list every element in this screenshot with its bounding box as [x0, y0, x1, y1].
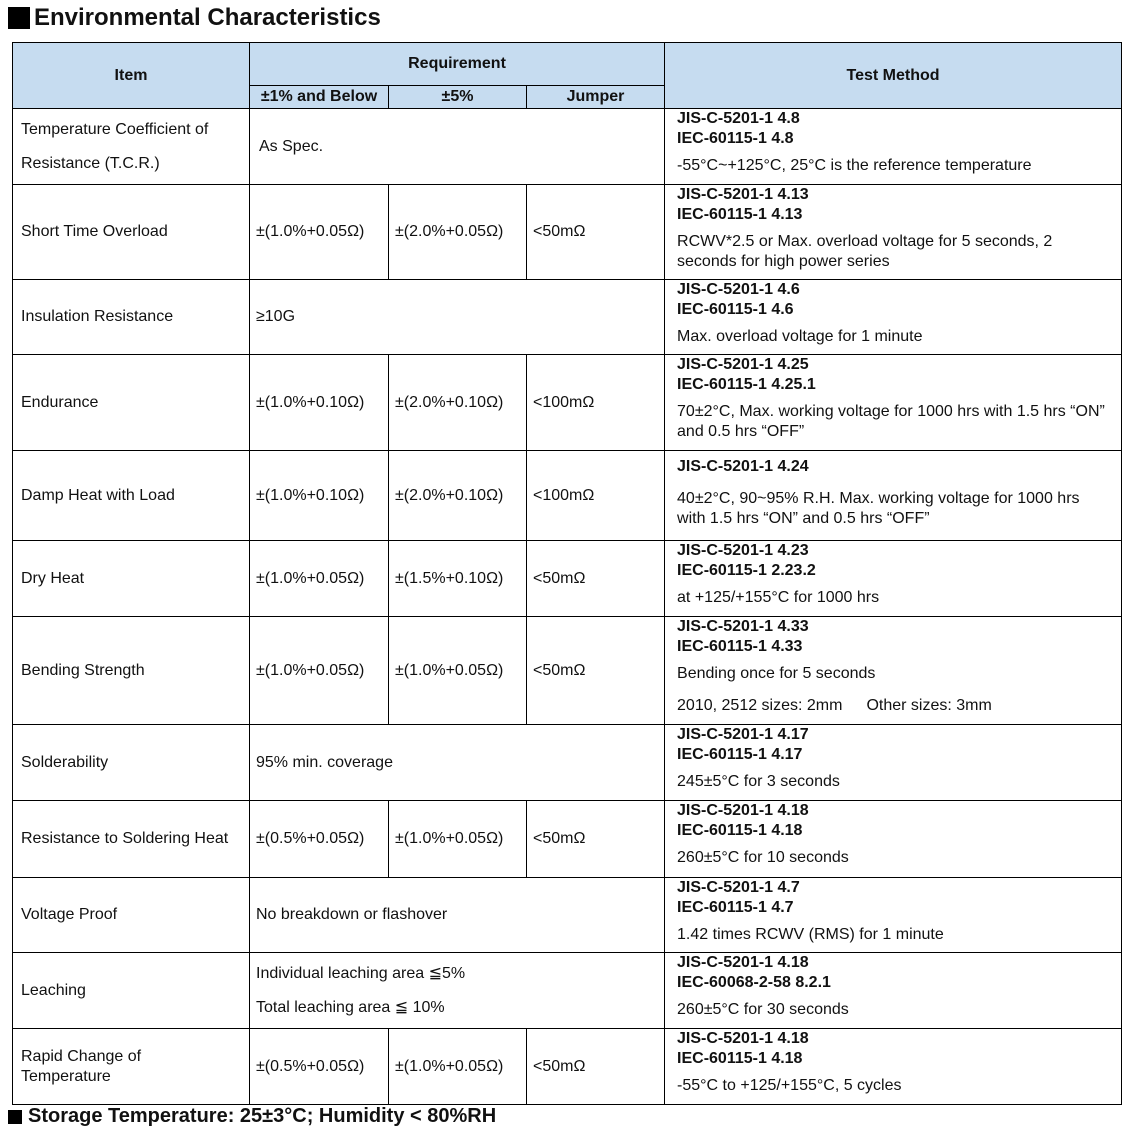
environmental-characteristics-table [12, 42, 1122, 1105]
standard-ref: IEC-60115-1 4.17 [677, 746, 803, 763]
req-1pct-cell: ±(1.0%+0.10Ω) [250, 451, 389, 541]
square-bullet-icon [8, 7, 30, 29]
test-description: RCWV*2.5 or Max. overload voltage for 5 seconds, 2 seconds for high power series [677, 233, 1053, 270]
test-description: -55°C to +125/+155°C, 5 cycles [677, 1077, 902, 1094]
requirement-cell: As Spec. [250, 109, 665, 185]
test-description: 245±5°C for 3 seconds [677, 773, 840, 790]
table-row [13, 185, 1122, 280]
standard-ref: JIS-C-5201-1 4.18 [677, 1030, 809, 1047]
item-cell [13, 1029, 250, 1105]
item-line: Temperature Coefficient of [21, 120, 209, 138]
standard-ref: IEC-60068-2-58 8.2.1 [677, 974, 831, 991]
req-5pct-cell: ±(1.0%+0.05Ω) [389, 801, 527, 878]
item-cell: Solderability [13, 725, 250, 801]
test-description: -55°C~+125°C, 25°C is the reference temperature [677, 157, 1032, 174]
table-row [13, 541, 1122, 617]
item-cell: Insulation Resistance [13, 280, 250, 355]
standard-ref: JIS-C-5201-1 4.33 [677, 618, 809, 635]
requirement-cell: 95% min. coverage [250, 725, 665, 801]
req-jumper-cell: <50mΩ [527, 617, 665, 725]
test-description: 260±5°C for 30 seconds [677, 1001, 849, 1018]
standard-ref: IEC-60115-1 4.6 [677, 301, 794, 318]
test-method-cell [665, 185, 1122, 280]
header-requirement: Requirement [250, 43, 665, 86]
test-method-cell [665, 1029, 1122, 1105]
requirement-line: Individual leaching area ≦5% [256, 964, 466, 982]
table-row [13, 725, 1122, 801]
req-5pct-cell: ±(1.0%+0.05Ω) [389, 617, 527, 725]
standard-ref: IEC-60115-1 2.23.2 [677, 562, 816, 579]
table-row [13, 355, 1122, 451]
test-description: 70±2°C, Max. working voltage for 1000 hrs with 1.5 hrs “ON” and 0.5 hrs “OFF” [677, 403, 1105, 440]
test-description: Max. overload voltage for 1 minute [677, 328, 923, 345]
square-bullet-icon [8, 1110, 22, 1124]
test-method-cell [665, 801, 1122, 878]
test-method-cell [665, 541, 1122, 617]
item-line: Temperature [21, 1067, 111, 1085]
table-row [13, 1029, 1122, 1105]
test-method-cell [665, 280, 1122, 355]
header-test-method: Test Method [665, 43, 1122, 109]
table-row [13, 617, 1122, 725]
req-1pct-cell: ±(1.0%+0.05Ω) [250, 541, 389, 617]
storage-note [8, 1105, 496, 1128]
req-1pct-cell: ±(0.5%+0.05Ω) [250, 1029, 389, 1105]
req-jumper-cell: <50mΩ [527, 1029, 665, 1105]
item-cell: Damp Heat with Load [13, 451, 250, 541]
requirement-cell [250, 953, 665, 1029]
req-5pct-cell: ±(1.5%+0.10Ω) [389, 541, 527, 617]
item-line: Rapid Change of [21, 1047, 142, 1065]
standard-ref: JIS-C-5201-1 4.23 [677, 542, 809, 559]
req-jumper-cell: <100mΩ [527, 451, 665, 541]
standard-ref: IEC-60115-1 4.18 [677, 822, 803, 839]
standard-ref: JIS-C-5201-1 4.24 [677, 458, 809, 475]
req-1pct-cell: ±(1.0%+0.05Ω) [250, 617, 389, 725]
header-item: Item [13, 43, 250, 109]
item-line: Resistance (T.C.R.) [21, 154, 160, 172]
test-description: 260±5°C for 10 seconds [677, 849, 849, 866]
req-1pct-cell: ±(1.0%+0.10Ω) [250, 355, 389, 451]
req-1pct-cell: ±(0.5%+0.05Ω) [250, 801, 389, 878]
test-description: 1.42 times RCWV (RMS) for 1 minute [677, 926, 944, 943]
standard-ref: IEC-60115-1 4.33 [677, 638, 803, 655]
item-cell [13, 109, 250, 185]
subheader-jumper: Jumper [527, 86, 665, 109]
requirement-cell: No breakdown or flashover [250, 878, 665, 953]
test-method-cell [665, 355, 1122, 451]
item-cell: Resistance to Soldering Heat [13, 801, 250, 878]
req-jumper-cell: <100mΩ [527, 355, 665, 451]
standard-ref: JIS-C-5201-1 4.7 [677, 879, 800, 896]
test-method-cell [665, 725, 1122, 801]
req-5pct-cell: ±(2.0%+0.10Ω) [389, 451, 527, 541]
size-note: Other sizes: 3mm [866, 697, 992, 714]
standard-ref: IEC-60115-1 4.25.1 [677, 376, 816, 393]
req-jumper-cell: <50mΩ [527, 541, 665, 617]
req-jumper-cell: <50mΩ [527, 185, 665, 280]
standard-ref: JIS-C-5201-1 4.17 [677, 726, 809, 743]
standard-ref: JIS-C-5201-1 4.13 [677, 186, 809, 203]
title-text: Environmental Characteristics [34, 4, 381, 31]
test-method-cell [665, 109, 1122, 185]
req-5pct-cell: ±(2.0%+0.10Ω) [389, 355, 527, 451]
standard-ref: IEC-60115-1 4.18 [677, 1050, 803, 1067]
item-cell: Leaching [13, 953, 250, 1029]
bending-sizes [677, 696, 1109, 716]
table-row [13, 878, 1122, 953]
item-cell: Dry Heat [13, 541, 250, 617]
req-jumper-cell: <50mΩ [527, 801, 665, 878]
size-note: 2010, 2512 sizes: 2mm [677, 697, 843, 714]
req-5pct-cell: ±(2.0%+0.05Ω) [389, 185, 527, 280]
test-description: Bending once for 5 seconds [677, 665, 876, 682]
standard-ref: IEC-60115-1 4.8 [677, 130, 794, 147]
table-row [13, 451, 1122, 541]
standard-ref: JIS-C-5201-1 4.18 [677, 802, 809, 819]
storage-note-text: Storage Temperature: 25±3°C; Humidity < 80%RH [28, 1105, 497, 1127]
item-cell: Voltage Proof [13, 878, 250, 953]
table-row [13, 280, 1122, 355]
header-row [13, 43, 1122, 86]
subheader-1pct: ±1% and Below [250, 86, 389, 109]
item-cell: Short Time Overload [13, 185, 250, 280]
requirement-cell: ≥10G [250, 280, 665, 355]
standard-ref: JIS-C-5201-1 4.25 [677, 356, 809, 373]
test-method-cell [665, 878, 1122, 953]
test-description: at +125/+155°C for 1000 hrs [677, 589, 880, 606]
standard-ref: IEC-60115-1 4.7 [677, 899, 794, 916]
standard-ref: JIS-C-5201-1 4.8 [677, 110, 800, 127]
table-row [13, 109, 1122, 185]
test-method-cell [665, 451, 1122, 541]
req-5pct-cell: ±(1.0%+0.05Ω) [389, 1029, 527, 1105]
item-cell: Bending Strength [13, 617, 250, 725]
page-title [8, 2, 381, 34]
item-cell: Endurance [13, 355, 250, 451]
requirement-line: Total leaching area ≦ 10% [256, 998, 445, 1016]
standard-ref: JIS-C-5201-1 4.6 [677, 281, 800, 298]
standard-ref: JIS-C-5201-1 4.18 [677, 954, 809, 971]
req-1pct-cell: ±(1.0%+0.05Ω) [250, 185, 389, 280]
standard-ref: IEC-60115-1 4.13 [677, 206, 803, 223]
subheader-5pct: ±5% [389, 86, 527, 109]
table-row [13, 801, 1122, 878]
test-description: 40±2°C, 90~95% R.H. Max. working voltage for 1000 hrs with 1.5 hrs “ON” and 0.5 hrs “OFF” [677, 490, 1080, 527]
test-method-cell [665, 617, 1122, 725]
test-method-cell [665, 953, 1122, 1029]
table-row [13, 953, 1122, 1029]
